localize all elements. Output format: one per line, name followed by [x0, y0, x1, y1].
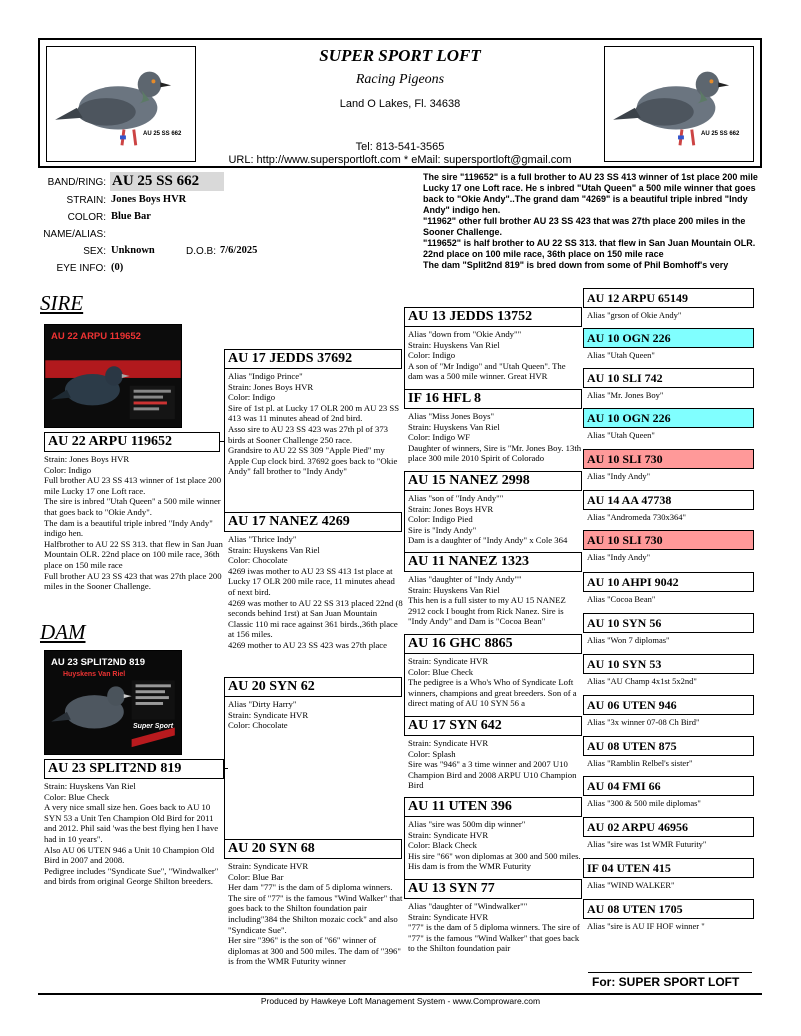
eye-value: (0)	[111, 262, 124, 273]
sire-section-title: SIRE	[40, 291, 84, 315]
header-box	[38, 38, 762, 168]
footer-credit: Produced by Hawkeye Loft Management System - www.Comproware.com	[260, 996, 541, 1006]
header-photo-caption-left: AU 25 SS 662	[143, 131, 182, 137]
gen4-band: AU 06 UTEN 946	[583, 695, 754, 715]
dob-value: 7/6/2025	[220, 245, 258, 256]
gen4-alias: Alias "Indy Andy"	[587, 552, 651, 562]
sex-label: SEX:	[83, 246, 106, 257]
gen3-description: Alias "down from "Okie Andy"" Strain: Huyskens Van Riel Color: Indigo A son of "Mr Indigo" and "Utah Queen". The dam was a 500 mile winner. Great HVR	[408, 329, 566, 382]
gen2-band: AU 20 SYN 62	[224, 677, 402, 697]
connector	[404, 327, 405, 389]
dam-photo-band-text: AU 23 SPLIT2ND 819	[51, 657, 145, 668]
gen2-description: Alias "Indigo Prince" Strain: Jones Boys HVR Color: Indigo Sire of 1st pl. at Lucky 17 OLR 200 m AU 23 SS 413 was 11 minutes ahead of 2nd bird. Asso sire to AU 23 SS 423 was 27th pl of 373 birds at Sooner Challenge 250 race. Grandsire to AU 22 SS 309 "Apple Pied" my Apple Cup clock bird. 37692 goes back to "Okie Andy" fall brother to "Indy Andy"	[228, 371, 400, 477]
gen4-band: AU 02 ARPU 46956	[583, 817, 754, 837]
connector	[224, 369, 225, 512]
sire-band: AU 22 ARPU 119652	[44, 432, 220, 452]
sire-photo-band-text: AU 22 ARPU 119652	[51, 331, 141, 342]
gen2-band: AU 17 NANEZ 4269	[224, 512, 402, 532]
gen3-description: Alias "son of "Indy Andy"" Strain: Jones Boys HVR Color: Indigo Pied Sire is "Indy Andy" Dam is a daughter of "Indy Andy" x Cole 364	[408, 493, 568, 546]
gen4-alias: Alias "3x winner 07-08 Ch Bird"	[587, 717, 700, 727]
gen4-band: AU 10 SLI 742	[583, 368, 754, 388]
gen2-description: Strain: Syndicate HVR Color: Blue Bar Her dam "77" is the dam of 5 diploma winners. The sire of "77" is the famous "Wind Walker" that goes back to the Shilton foundation pair including"384 the Shilton mozaic cock" and also "Syndicate Sue". Her sire "396" is the son of "66" winner of diplomas at 300 and 500 miles. The dam of "396" is from the WMR Futurity winner	[228, 861, 403, 967]
gen4-alias: Alias "Won 7 diplomas"	[587, 635, 670, 645]
gen3-band: AU 17 SYN 642	[404, 716, 582, 736]
gen3-band: AU 13 SYN 77	[404, 879, 582, 899]
gen4-band: AU 12 ARPU 65149	[583, 288, 754, 308]
eye-label: EYE INFO:	[56, 263, 106, 274]
gen3-description: Alias "daughter of "Windwalker"" Strain: Syndicate HVR "77" is the dam of 5 diploma winners. The sire of "77" is the famous "Wind Walker" that goes back to the Shilton foundation pair	[408, 901, 580, 954]
sex-value: Unknown	[111, 245, 155, 256]
strain-label: STRAIN:	[66, 195, 106, 206]
subject-remarks: The sire "119652" is a full brother to AU 23 SS 413 winner of 1st place 200 mile Lucky 17 one Loft race. He s inbred "Utah Queen" a 500 mile winner that goes back to "Okie Andy"..The grand dam "4269" is a beautiful triple inbred "Indy Andy" indigo hen. "11962" other full brother AU 23 SS 423 that was 27th place 200 miles in the Sooner Challenge. "119652" is half brother to AU 22 SS 313. that flew in San Juan Mountain OLR. 22nd place on 100 mile race, 36th place on 150 mile race The dam "Split2nd 819" is bred down from some of Phil Bomhoff's very	[423, 172, 758, 270]
gen4-band: AU 10 SLI 730	[583, 530, 754, 550]
gen4-band: AU 10 SYN 56	[583, 613, 754, 633]
gen3-description: Alias "daughter of "Indy Andy"" Strain: Huyskens Van Riel This hen is a full sister to my AU 15 NANEZ 2912 cock I bought from Rick Nanez. Sire is "Indy Andy" and Dam is "Cocoa Bean"	[408, 574, 566, 627]
band-label: BAND/RING:	[47, 177, 106, 188]
dam-photo	[44, 650, 182, 755]
connector	[224, 768, 228, 769]
gen4-alias: Alias "sire was 1st WMR Futurity"	[587, 839, 707, 849]
dam-description: Strain: Huyskens Van Riel Color: Blue Check A very nice small size hen. Goes back to AU 10 SYN 53 a Unit Ten Champion Old Bird for 2011 and 2012. Phil said 'was the best flying hen I have had in 10 years". Also AU 06 UTEN 946 a Unit 10 Champion Old Bird in 2007 and 2008. Pedigree includes "Syndicate Sue", "Windwalker" and birds from original George Shilton breeders.	[44, 781, 219, 887]
gen4-alias: Alias "300 & 500 mile diplomas"	[587, 798, 701, 808]
gen4-alias: Alias "Utah Queen"	[587, 350, 655, 360]
gen3-band: AU 16 GHC 8865	[404, 634, 582, 654]
gen4-alias: Alias "sire is AU IF HOF winner "	[587, 921, 705, 931]
strain-value: Jones Boys HVR	[111, 194, 187, 205]
gen4-alias: Alias "Utah Queen"	[587, 430, 655, 440]
gen4-band: AU 10 OGN 226	[583, 408, 754, 428]
gen4-alias: Alias "Andromeda 730x364"	[587, 512, 687, 522]
gen3-description: Alias "Miss Jones Boys" Strain: Huyskens Van Riel Color: Indigo WF Daughter of winners, Sire is "Mr. Jones Boy. 13th place 300 mile 2010 Spirit of Colorado	[408, 411, 582, 464]
loft-subtitle: Racing Pigeons	[355, 72, 445, 87]
loft-phone: Tel: 813-541-3565	[355, 141, 445, 153]
gen3-description: Alias "sire was 500m dip winner" Strain: Syndicate HVR Color: Black Check His sire "66" won diplomas at 300 and 500 miles. His dam is from the WMR Futurity	[408, 819, 581, 872]
dob-label: D.O.B:	[186, 246, 217, 257]
gen4-alias: Alias "Ramblin Relbel's sister"	[587, 758, 693, 768]
sire-photo	[44, 324, 182, 428]
loft-url-email: URL: http://www.supersportloft.com * eMail: supersportloft@gmail.com	[228, 154, 572, 166]
dam-photo-brand-text: Super Sport	[133, 723, 174, 730]
gen4-alias: Alias "WIND WALKER"	[587, 880, 675, 890]
name-label: NAME/ALIAS:	[43, 229, 106, 240]
gen2-description: Alias "Thrice Indy" Strain: Huyskens Van Riel Color: Chocolate 4269 iwas mother to AU 23 SS 413 1st place at Lucky 17 OLR 200 mile race, 11 minutes ahead of next bird. 4269 was mother to AU 22 SS 313 placed 22nd (8 seconds behind 1rst) at San Juan Mountain Classic 110 mi race against 361 birds.,36th place at 156 miles. 4269 mother to AU 23 SS 423 was 27th place	[228, 534, 403, 650]
gen4-band: AU 14 AA 47738	[583, 490, 754, 510]
gen4-band: IF 04 UTEN 415	[583, 858, 754, 878]
dam-section-title: DAM	[40, 620, 86, 644]
sire-description: Strain: Jones Boys HVR Color: Indigo Full brother AU 23 SS 413 winner of 1st place 200 mile Lucky 17 one Loft race. The sire is inbred "Utah Queen" a 500 mile winner that goes back to "Okie Andy". The dam is a beautiful triple inbred "Indy Andy" indigo hen. Halfbrother to AU 22 SS 313. that flew in San Juan Mountain OLR. 22nd place on 100 mile race, 36th place on 150 mile race Full brother AU 23 SS 423 that was 27th place 200 miles in the Sooner Challenge.	[44, 454, 223, 592]
loft-address: Land O Lakes, Fl. 34638	[339, 98, 461, 110]
gen4-band: AU 04 FMI 66	[583, 776, 754, 796]
footer-line	[38, 993, 762, 995]
loft-title: SUPER SPORT LOFT	[319, 46, 481, 65]
gen4-band: AU 10 SYN 53	[583, 654, 754, 674]
connector	[404, 817, 405, 879]
header-photo-caption-right: AU 25 SS 662	[701, 131, 740, 137]
gen3-description: Strain: Syndicate HVR Color: Blue Check The pedigree is a Who's Who of Syndicate Loft winners, champions and great breeders. Son of a direct mating of AU 10 SYN 56 a	[408, 656, 577, 709]
dam-photo-strain-text: Huyskens Van Riel	[63, 671, 126, 678]
gen3-description: Strain: Syndicate HVR Color: Splash Sire was "946" a 3 time winner and 2007 U10 Champion Bird and 2008 ARPU U10 Champion Bird	[408, 738, 577, 791]
gen2-band: AU 17 JEDDS 37692	[224, 349, 402, 369]
for-line	[588, 972, 752, 973]
gen2-description: Alias "Dirty Harry" Strain: Syndicate HVR Color: Chocolate	[228, 699, 309, 731]
connector	[404, 654, 405, 716]
gen4-alias: Alias "Mr. Jones Boy"	[587, 390, 664, 400]
prepared-for: For: SUPER SPORT LOFT	[592, 975, 740, 989]
gen4-alias: Alias "AU Champ 4x1st 5x2nd"	[587, 676, 697, 686]
dam-band: AU 23 SPLIT2ND 819	[44, 759, 224, 779]
color-label: COLOR:	[67, 212, 106, 223]
gen4-band: AU 10 OGN 226	[583, 328, 754, 348]
gen4-alias: Alias "Indy Andy"	[587, 471, 651, 481]
gen4-band: AU 10 AHPI 9042	[583, 572, 754, 592]
connector	[404, 491, 405, 552]
gen3-band: AU 11 UTEN 396	[404, 797, 582, 817]
gen4-band: AU 08 UTEN 1705	[583, 899, 754, 919]
gen2-band: AU 20 SYN 68	[224, 839, 402, 859]
gen3-band: IF 16 HFL 8	[404, 389, 582, 409]
gen4-band: AU 10 SLI 730	[583, 449, 754, 469]
gen3-band: AU 13 JEDDS 13752	[404, 307, 582, 327]
gen3-band: AU 11 NANEZ 1323	[404, 552, 582, 572]
band-value: AU 25 SS 662	[110, 172, 224, 191]
color-value: Blue Bar	[111, 211, 151, 222]
connector	[220, 441, 224, 442]
gen4-band: AU 08 UTEN 875	[583, 736, 754, 756]
gen3-band: AU 15 NANEZ 2998	[404, 471, 582, 491]
gen4-alias: Alias "grson of Okie Andy"	[587, 310, 682, 320]
gen4-alias: Alias "Cocoa Bean"	[587, 594, 656, 604]
